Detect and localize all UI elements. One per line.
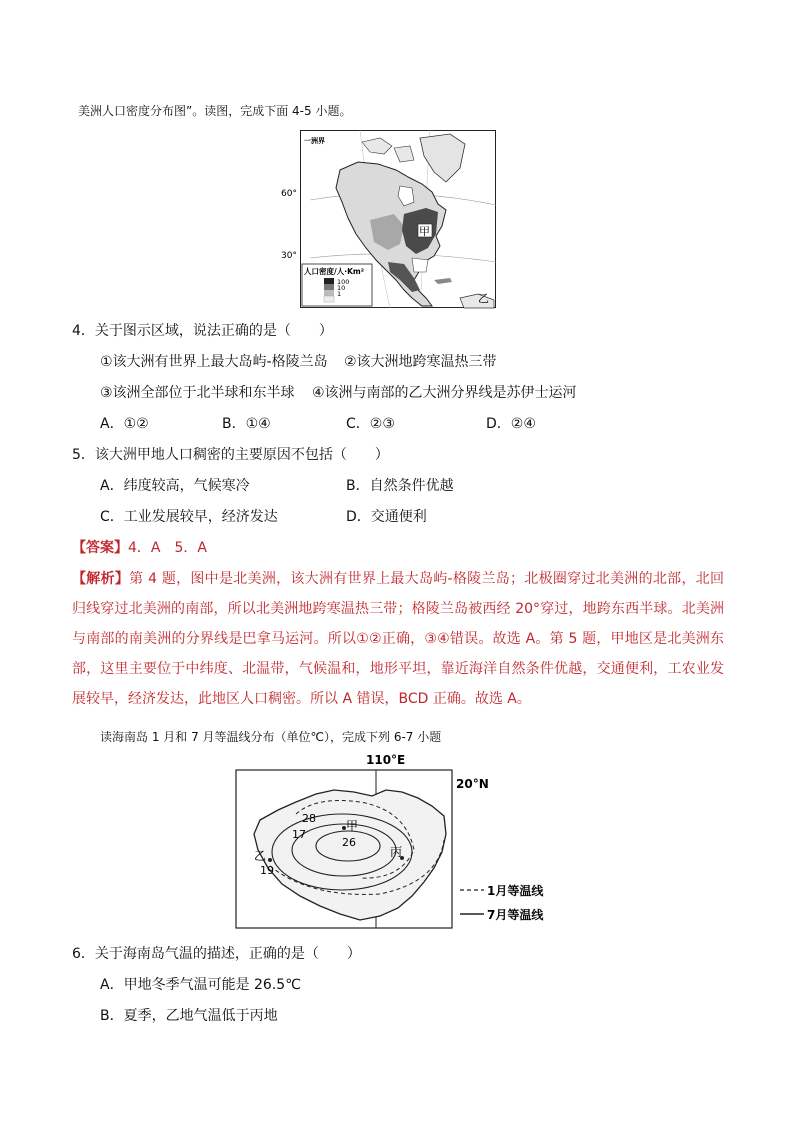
- analysis-text: 第 4 题，图中是北美洲，该大洲有世界上最大岛屿-格陵兰岛；北极圈穿过北美洲的北部，北回归线穿过北美洲的南部，所以北美洲地跨寒温热三带；格陵兰岛被西经 20°穿过，地跨东西半球。北美洲与南部的南美洲的分界线是巴拿马运河。所以①②正确，③④错误。故选 A。第 5 题，甲地区是北美洲东部，这里主要位于中纬度、北温带，气候温和，地形平坦，靠近海洋自然条件优越，交通便利，工农业发展较早，经济发达，此地区人口稠密。所以 A 错误，BCD 正确。故选 A。: [72, 571, 725, 707]
- label-jia-hainan: 甲: [346, 819, 359, 833]
- label-yi: 乙: [478, 292, 489, 305]
- legend-july: 7月等温线: [487, 908, 544, 922]
- latitude-30-label: 30°: [281, 251, 297, 261]
- q4-choice-d: D．②④: [486, 416, 536, 432]
- map-corner-label: 一洲界: [304, 137, 325, 145]
- legend-title: 人口密度/人·Km²: [304, 267, 364, 276]
- analysis-paragraph: [72, 564, 724, 714]
- analysis-tag: 【解析】: [72, 571, 130, 587]
- iso-label-19: 19: [260, 864, 274, 877]
- q4-statement-4: ④该洲与南部的乙大洲分界线是苏伊士运河: [312, 385, 577, 401]
- q5-choice-b: B．自然条件优越: [346, 478, 454, 494]
- q5-stem: 5．该大洲甲地人口稠密的主要原因不包括（ ）: [72, 447, 389, 463]
- legend-value-100: 100: [337, 278, 350, 286]
- q4-stem: 4．关于图示区域，说法正确的是（ ）: [72, 323, 333, 339]
- iso-label-28: 28: [302, 812, 316, 825]
- iso-label-17: 17: [292, 828, 306, 841]
- north-america-population-map: [281, 130, 496, 308]
- q6-choice-a: A．甲地冬季气温可能是 26.5℃: [100, 977, 301, 993]
- q4-statement-3: ③该洲全部位于北半球和东半球: [100, 385, 295, 401]
- q5-choice-d: D．交通便利: [346, 509, 427, 525]
- q5-choice-c: C．工业发展较早，经济发达: [100, 509, 278, 525]
- q4-choice-a: A．①②: [100, 416, 149, 432]
- answer-text: 4．A 5．A: [128, 540, 207, 556]
- isotherm-legend: [460, 883, 544, 922]
- q5-choice-a: A．纬度较高，气候寒冷: [100, 478, 250, 494]
- legend-value-10: 10: [337, 284, 346, 292]
- q4-choice-b: B．①④: [222, 416, 271, 432]
- intro-line: 美洲人口密度分布图”。读图，完成下面 4-5 小题。: [78, 104, 352, 118]
- q4-choice-c: C．②③: [346, 416, 395, 432]
- q6-choice-b: B．夏季，乙地气温低于丙地: [100, 1008, 278, 1024]
- latitude-60-label: 60°: [281, 189, 297, 199]
- q4-statement-1: ①该大洲有世界上最大岛屿-格陵兰岛: [100, 354, 328, 370]
- legend-january: 1月等温线: [487, 884, 544, 898]
- density-legend: [302, 264, 372, 306]
- meridian-label: 110°E: [366, 753, 406, 767]
- label-bing: 丙: [390, 845, 403, 859]
- label-yi-hainan: 乙: [254, 849, 267, 863]
- label-jia: 甲: [419, 225, 430, 238]
- hainan-isotherm-map: [230, 750, 570, 932]
- answer-tag: 【答案】: [72, 540, 128, 556]
- legend-value-1: 1: [337, 290, 342, 298]
- iso-label-26: 26: [342, 836, 356, 849]
- q4-statement-2: ②该大洲地跨寒温热三带: [344, 354, 497, 370]
- answer-line: [72, 538, 207, 558]
- intro-line-2: 读海南岛 1 月和 7 月等温线分布（单位℃），完成下列 6-7 小题: [100, 730, 442, 744]
- q6-stem: 6．关于海南岛气温的描述，正确的是（ ）: [72, 946, 361, 962]
- parallel-label: 20°N: [456, 777, 489, 791]
